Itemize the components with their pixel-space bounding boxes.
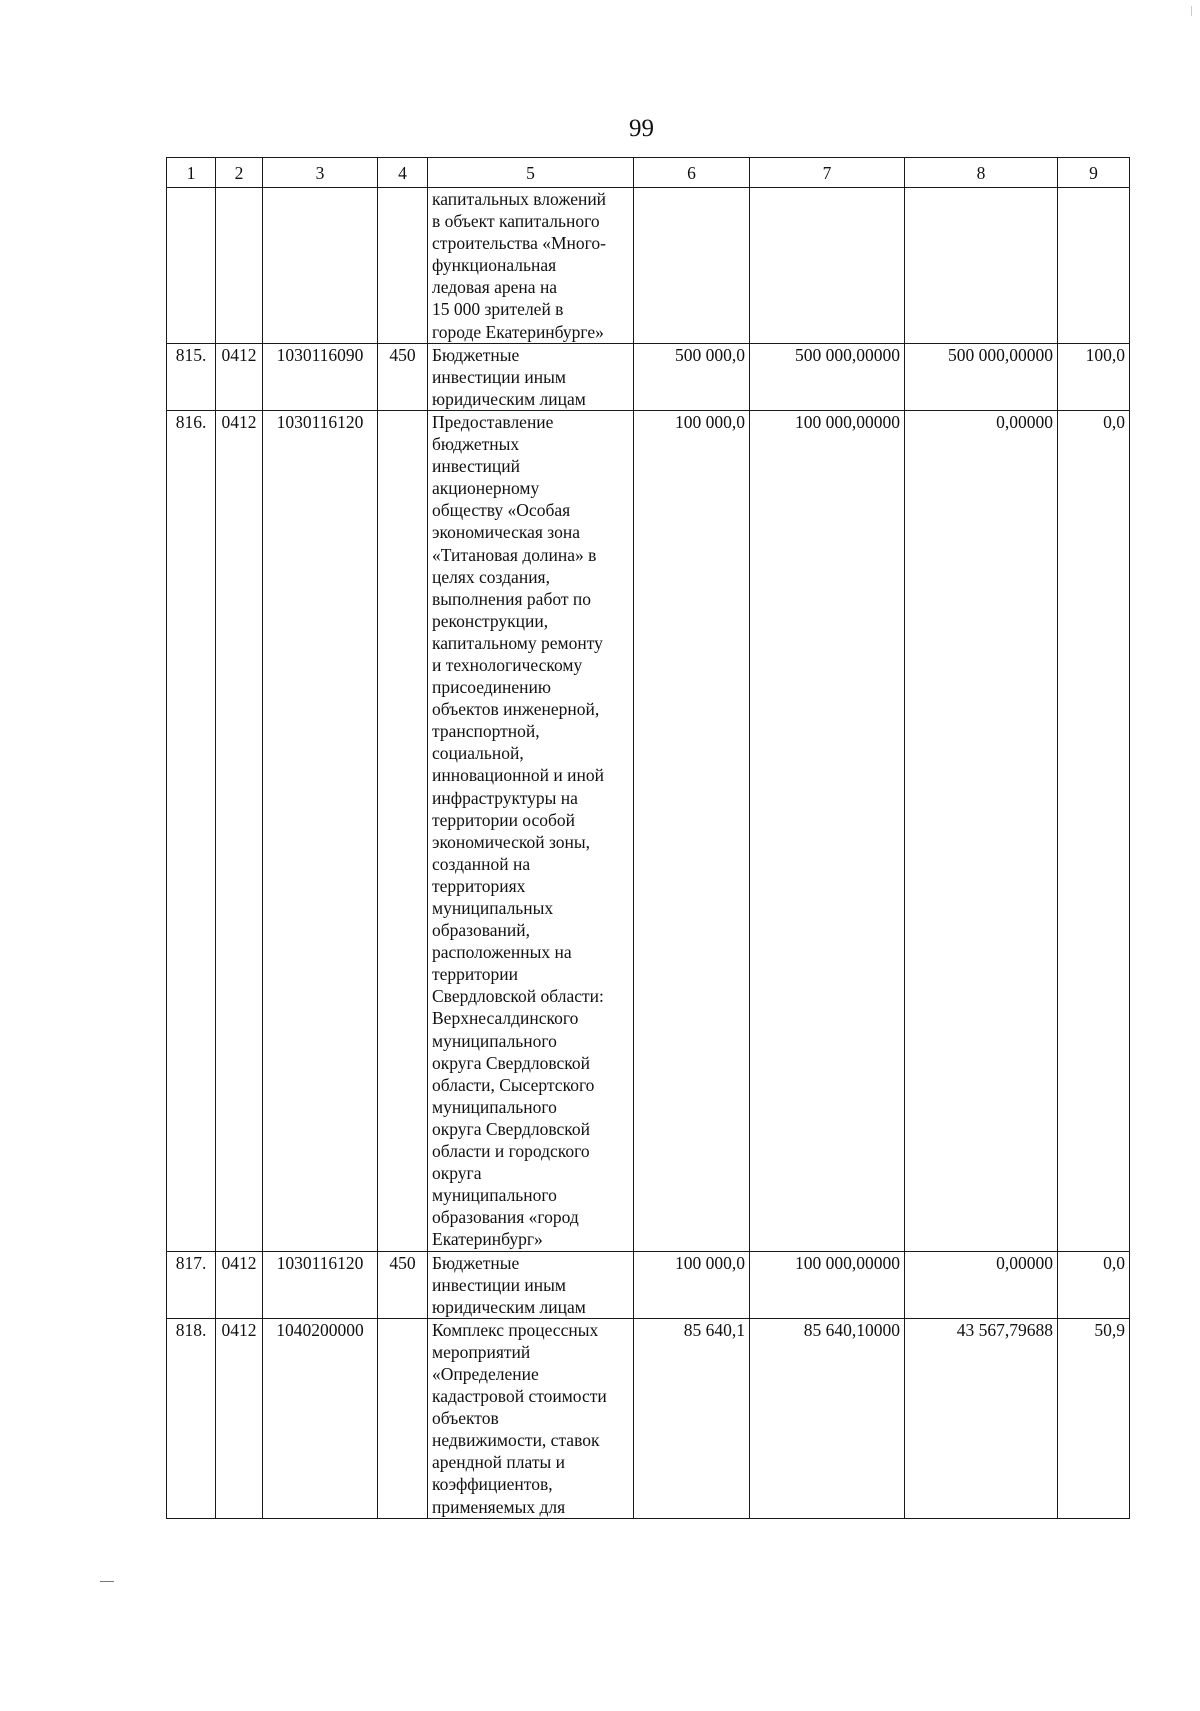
percent-cell: 100,0 bbox=[1058, 343, 1130, 410]
column-header: 8 bbox=[905, 158, 1058, 188]
target-article-cell: 1040200000 bbox=[263, 1318, 378, 1518]
expense-type-cell: 450 bbox=[378, 1251, 428, 1318]
value-col6-cell bbox=[634, 188, 750, 344]
section-code-cell: 0412 bbox=[216, 410, 263, 1251]
description-line: округа bbox=[432, 1163, 482, 1184]
description-line: «Определение bbox=[432, 1363, 539, 1384]
description-line: муниципального bbox=[432, 1096, 557, 1117]
description-line: инвестиции иным bbox=[432, 1274, 566, 1295]
description-line: территориях bbox=[432, 875, 526, 896]
description-line: 15 000 зрителей в bbox=[432, 299, 564, 320]
description-line: реконструкции, bbox=[432, 610, 549, 631]
value-col6-cell: 85 640,1 bbox=[634, 1318, 750, 1518]
description-line: экономическая зона bbox=[432, 522, 580, 543]
table-row bbox=[167, 343, 1130, 410]
value-col6-cell: 100 000,0 bbox=[634, 410, 750, 1251]
budget-table bbox=[166, 157, 1130, 1519]
description-cell bbox=[428, 410, 634, 1251]
target-article-cell: 1030116120 bbox=[263, 410, 378, 1251]
expense-type-cell bbox=[378, 1318, 428, 1518]
description-line: Верхнесалдинского bbox=[432, 1008, 579, 1029]
column-header: 1 bbox=[167, 158, 216, 188]
description-line: «Титановая долина» в bbox=[432, 544, 597, 565]
column-header: 4 bbox=[378, 158, 428, 188]
description-line: Бюджетные bbox=[432, 344, 520, 365]
description-line: юридическим лицам bbox=[432, 388, 586, 409]
section-code-cell: 0412 bbox=[216, 1251, 263, 1318]
column-header: 7 bbox=[750, 158, 905, 188]
target-article-cell: 1030116120 bbox=[263, 1251, 378, 1318]
expense-type-cell bbox=[378, 410, 428, 1251]
header-row bbox=[167, 158, 1130, 188]
description-line: расположенных на bbox=[432, 942, 572, 963]
column-header: 5 bbox=[428, 158, 634, 188]
description-line: акционерному bbox=[432, 478, 540, 499]
description-line: Свердловской области: bbox=[432, 986, 604, 1007]
target-article-cell: 1030116090 bbox=[263, 343, 378, 410]
value-col7-cell: 500 000,00000 bbox=[750, 343, 905, 410]
description-line: муниципального bbox=[432, 1185, 557, 1206]
description-line: округа Свердловской bbox=[432, 1052, 591, 1073]
description-line: юридическим лицам bbox=[432, 1296, 586, 1317]
percent-cell bbox=[1058, 188, 1130, 344]
table-body bbox=[167, 188, 1130, 1519]
description-line: образований, bbox=[432, 920, 531, 941]
description-line: функциональная bbox=[432, 255, 557, 276]
description-line: образования «город bbox=[432, 1207, 579, 1228]
description-line: недвижимости, ставок bbox=[432, 1430, 600, 1451]
description-line: Комплекс процессных bbox=[432, 1319, 599, 1340]
description-cell bbox=[428, 188, 634, 344]
description-line: мероприятий bbox=[432, 1341, 531, 1362]
description-line: в объект капитального bbox=[432, 211, 600, 232]
description-line: кадастровой стоимости bbox=[432, 1386, 607, 1407]
description-line: бюджетных bbox=[432, 434, 520, 455]
description-line: объектов инженерной, bbox=[432, 699, 600, 720]
description-line: области, Сысертского bbox=[432, 1074, 595, 1095]
description-line: инвестиций bbox=[432, 456, 520, 477]
row-number-cell: 817. bbox=[167, 1251, 216, 1318]
expense-type-cell bbox=[378, 188, 428, 344]
margin-mark bbox=[100, 1581, 114, 1582]
expense-type-cell: 450 bbox=[378, 343, 428, 410]
description-line: коэффициентов, bbox=[432, 1474, 553, 1495]
description-line: городе Екатеринбурге» bbox=[432, 321, 604, 342]
value-col8-cell bbox=[905, 188, 1058, 344]
section-code-cell: 0412 bbox=[216, 343, 263, 410]
scan-mark bbox=[1191, 6, 1192, 16]
description-line: обществу «Особая bbox=[432, 500, 571, 521]
value-col7-cell bbox=[750, 188, 905, 344]
value-col7-cell: 100 000,00000 bbox=[750, 1251, 905, 1318]
description-line: экономической зоны, bbox=[432, 831, 591, 852]
description-line: и технологическому bbox=[432, 654, 583, 675]
description-line: социальной, bbox=[432, 743, 524, 764]
description-line: территории bbox=[432, 964, 518, 985]
value-col8-cell: 43 567,79688 bbox=[905, 1318, 1058, 1518]
value-col8-cell: 500 000,00000 bbox=[905, 343, 1058, 410]
percent-cell: 0,0 bbox=[1058, 410, 1130, 1251]
value-col7-cell: 85 640,10000 bbox=[750, 1318, 905, 1518]
description-line: арендной платы и bbox=[432, 1452, 565, 1473]
row-number-cell: 818. bbox=[167, 1318, 216, 1518]
percent-cell: 0,0 bbox=[1058, 1251, 1130, 1318]
description-line: области и городского bbox=[432, 1141, 590, 1162]
column-header: 3 bbox=[263, 158, 378, 188]
section-code-cell: 0412 bbox=[216, 1318, 263, 1518]
percent-cell: 50,9 bbox=[1058, 1318, 1130, 1518]
value-col6-cell: 100 000,0 bbox=[634, 1251, 750, 1318]
page-number: 99 bbox=[629, 115, 654, 142]
value-col7-cell: 100 000,00000 bbox=[750, 410, 905, 1251]
column-header: 2 bbox=[216, 158, 263, 188]
description-cell bbox=[428, 1318, 634, 1518]
row-number-cell bbox=[167, 188, 216, 344]
description-line: Екатеринбург» bbox=[432, 1229, 543, 1250]
table-row bbox=[167, 1251, 1130, 1318]
description-line: созданной на bbox=[432, 853, 531, 874]
description-line: инвестиции иным bbox=[432, 366, 566, 387]
description-line: инновационной и иной bbox=[432, 765, 604, 786]
description-cell bbox=[428, 343, 634, 410]
description-line: капитальному ремонту bbox=[432, 632, 603, 653]
description-line: муниципальных bbox=[432, 898, 554, 918]
table-row bbox=[167, 188, 1130, 344]
column-header: 6 bbox=[634, 158, 750, 188]
table-row bbox=[167, 1318, 1130, 1518]
column-header: 9 bbox=[1058, 158, 1130, 188]
description-line: территории особой bbox=[432, 809, 576, 830]
description-line: строительства «Много- bbox=[432, 233, 606, 254]
description-line: Предоставление bbox=[432, 411, 554, 432]
section-code-cell bbox=[216, 188, 263, 344]
value-col8-cell: 0,00000 bbox=[905, 410, 1058, 1251]
row-number-cell: 816. bbox=[167, 410, 216, 1251]
value-col8-cell: 0,00000 bbox=[905, 1251, 1058, 1318]
description-line: выполнения работ по bbox=[432, 588, 592, 609]
description-line: применяемых для bbox=[432, 1496, 566, 1517]
description-line: муниципального bbox=[432, 1030, 557, 1051]
description-line: инфраструктуры на bbox=[432, 787, 578, 808]
description-line: целях создания, bbox=[432, 566, 550, 587]
description-line: транспортной, bbox=[432, 721, 540, 742]
description-line: округа Свердловской bbox=[432, 1118, 591, 1139]
description-line: ледовая арена на bbox=[432, 277, 558, 298]
table-row bbox=[167, 410, 1130, 1251]
description-line: капитальных вложений bbox=[432, 189, 607, 209]
description-cell bbox=[428, 1251, 634, 1318]
target-article-cell bbox=[263, 188, 378, 344]
value-col6-cell: 500 000,0 bbox=[634, 343, 750, 410]
description-line: объектов bbox=[432, 1408, 499, 1429]
description-line: Бюджетные bbox=[432, 1252, 520, 1273]
description-line: присоединению bbox=[432, 677, 551, 698]
row-number-cell: 815. bbox=[167, 343, 216, 410]
